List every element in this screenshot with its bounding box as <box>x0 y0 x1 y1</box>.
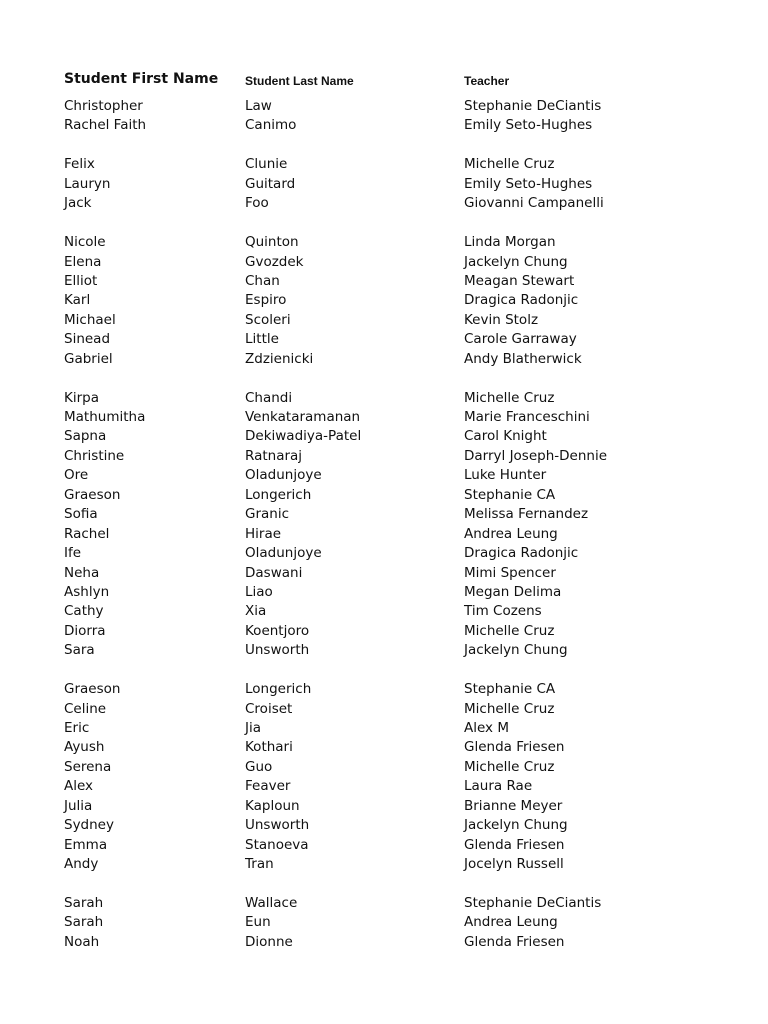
student-first-name: Elliot <box>64 272 98 289</box>
group-separator <box>0 661 768 680</box>
student-last-name: Eun <box>245 914 271 931</box>
student-first-name: Sydney <box>64 817 114 834</box>
table-header <box>0 70 768 90</box>
teacher-name: Giovanni Campanelli <box>464 195 604 212</box>
table-row <box>0 311 768 330</box>
table-row <box>0 738 768 757</box>
student-first-name: Alex <box>64 778 94 795</box>
student-first-name: Kirpa <box>64 389 99 406</box>
table-row <box>0 700 768 719</box>
student-last-name: Espiro <box>245 292 287 309</box>
teacher-name: Andrea Leung <box>464 914 558 931</box>
student-last-name: Oladunjoye <box>245 545 322 562</box>
student-last-name: Guo <box>245 758 273 775</box>
student-first-name: Christopher <box>64 98 143 114</box>
teacher-name: Megan Delima <box>464 583 562 600</box>
student-first-name: Michael <box>64 311 116 328</box>
teacher-name: Tim Cozens <box>464 603 542 620</box>
student-first-name: Sara <box>64 642 95 659</box>
table-row <box>0 777 768 796</box>
student-first-name: Neha <box>64 564 100 581</box>
student-first-name: Eric <box>64 720 90 736</box>
student-first-name: Karl <box>64 292 91 309</box>
table-row <box>0 797 768 816</box>
teacher-name: Stephanie DeCiantis <box>464 98 602 114</box>
student-first-name: Andy <box>64 856 99 873</box>
student-last-name: Foo <box>245 195 269 212</box>
student-first-name: Graeson <box>64 486 121 503</box>
table-row <box>0 97 768 116</box>
student-last-name: Longerich <box>245 486 312 503</box>
teacher-name: Michelle Cruz <box>464 156 555 173</box>
table-row <box>0 836 768 855</box>
student-last-name: Dionne <box>245 933 293 950</box>
teacher-name: Luke Hunter <box>464 467 547 484</box>
student-last-name: Ratnaraj <box>245 447 303 464</box>
student-first-name: Julia <box>64 797 93 814</box>
teacher-name: Stephanie CA <box>464 681 556 698</box>
table-row <box>0 525 768 544</box>
teacher-name: Melissa Fernandez <box>464 506 589 523</box>
student-first-name: Christine <box>64 447 125 464</box>
student-last-name: Longerich <box>245 681 312 698</box>
teacher-name: Jackelyn Chung <box>464 253 568 270</box>
student-first-name: Jack <box>64 195 92 212</box>
student-last-name: Tran <box>245 856 274 873</box>
student-last-name: Croiset <box>245 700 293 717</box>
student-first-name: Emma <box>64 836 108 853</box>
group-separator <box>0 369 768 388</box>
student-last-name: Canimo <box>245 117 297 134</box>
student-last-name: Stanoeva <box>245 836 309 853</box>
student-first-name: Elena <box>64 253 102 270</box>
student-first-name: Nicole <box>64 234 106 251</box>
student-last-name: Chan <box>245 272 280 289</box>
student-last-name: Kothari <box>245 739 293 756</box>
table-row <box>0 855 768 874</box>
header-last-name: Student Last Name <box>245 74 354 88</box>
student-last-name: Koentjoro <box>245 622 310 639</box>
student-last-name: Little <box>245 331 279 348</box>
student-last-name: Oladunjoye <box>245 467 322 484</box>
table-row <box>0 233 768 252</box>
student-first-name: Felix <box>64 156 95 173</box>
table-row <box>0 913 768 932</box>
student-first-name: Gabriel <box>64 350 113 367</box>
table-row <box>0 544 768 563</box>
student-list <box>0 97 768 952</box>
teacher-name: Dragica Radonjic <box>464 545 579 562</box>
table-row <box>0 641 768 660</box>
table-row <box>0 602 768 621</box>
teacher-name: Andy Blatherwick <box>464 350 582 367</box>
student-last-name: Wallace <box>245 894 298 911</box>
teacher-name: Jocelyn Russell <box>464 856 564 873</box>
student-last-name: Gvozdek <box>245 253 304 270</box>
teacher-name: Darryl Joseph-Dennie <box>464 447 608 464</box>
teacher-name: Kevin Stolz <box>464 311 539 328</box>
student-first-name: Sinead <box>64 331 111 348</box>
table-row <box>0 933 768 952</box>
student-first-name: Rachel Faith <box>64 117 147 134</box>
table-row <box>0 894 768 913</box>
student-last-name: Venkataramanan <box>245 409 361 425</box>
table-row <box>0 291 768 310</box>
table-row <box>0 680 768 699</box>
student-last-name: Hirae <box>245 525 282 542</box>
table-row <box>0 389 768 408</box>
table-row <box>0 564 768 583</box>
student-first-name: Graeson <box>64 681 121 698</box>
teacher-name: Carol Knight <box>464 428 547 445</box>
student-first-name: Ayush <box>64 739 105 756</box>
table-row <box>0 583 768 602</box>
student-last-name: Unsworth <box>245 642 310 659</box>
student-last-name: Feaver <box>245 778 291 795</box>
student-last-name: Scoleri <box>245 311 291 328</box>
student-last-name: Daswani <box>245 564 303 581</box>
student-last-name: Xia <box>245 603 267 620</box>
teacher-name: Alex M <box>464 720 509 736</box>
table-row <box>0 816 768 835</box>
student-first-name: Celine <box>64 700 107 717</box>
table-row <box>0 427 768 446</box>
student-first-name: Lauryn <box>64 175 111 192</box>
student-last-name: Jia <box>245 720 262 736</box>
teacher-name: Emily Seto-Hughes <box>464 175 593 192</box>
teacher-name: Michelle Cruz <box>464 389 555 406</box>
table-row <box>0 330 768 349</box>
teacher-name: Michelle Cruz <box>464 622 555 639</box>
table-row <box>0 272 768 291</box>
header-teacher: Teacher <box>464 74 510 88</box>
student-first-name: Sarah <box>64 894 104 911</box>
student-last-name: Law <box>245 98 272 114</box>
teacher-name: Jackelyn Chung <box>464 817 568 834</box>
table-row <box>0 155 768 174</box>
table-row <box>0 466 768 485</box>
student-first-name: Ore <box>64 467 89 484</box>
teacher-name: Stephanie CA <box>464 486 556 503</box>
table-row <box>0 350 768 369</box>
student-last-name: Guitard <box>245 175 296 192</box>
student-first-name: Rachel <box>64 525 110 542</box>
table-row <box>0 719 768 738</box>
teacher-name: Andrea Leung <box>464 525 558 542</box>
student-last-name: Dekiwadiya-Patel <box>245 428 362 445</box>
student-first-name: Mathumitha <box>64 409 146 425</box>
student-last-name: Quinton <box>245 234 299 251</box>
student-last-name: Zdzienicki <box>245 350 314 367</box>
table-row <box>0 622 768 641</box>
header-first-name: Student First Name <box>64 71 219 87</box>
student-first-name: Ashlyn <box>64 583 110 600</box>
student-last-name: Granic <box>245 506 290 523</box>
student-first-name: Ife <box>64 545 82 562</box>
teacher-name: Brianne Meyer <box>464 797 563 814</box>
teacher-name: Jackelyn Chung <box>464 642 568 659</box>
table-row <box>0 758 768 777</box>
group-separator <box>0 214 768 233</box>
student-first-name: Sarah <box>64 914 104 931</box>
teacher-name: Carole Garraway <box>464 331 577 348</box>
student-first-name: Cathy <box>64 603 104 620</box>
teacher-name: Glenda Friesen <box>464 933 565 950</box>
table-row <box>0 194 768 213</box>
student-first-name: Sofia <box>64 506 98 523</box>
student-last-name: Unsworth <box>245 817 310 834</box>
table-row <box>0 175 768 194</box>
teacher-name: Dragica Radonjic <box>464 292 579 309</box>
group-separator <box>0 136 768 155</box>
table-row <box>0 116 768 135</box>
student-first-name: Diorra <box>64 622 106 639</box>
teacher-name: Stephanie DeCiantis <box>464 894 602 911</box>
teacher-name: Michelle Cruz <box>464 700 555 717</box>
group-separator <box>0 875 768 894</box>
student-first-name: Sapna <box>64 428 107 445</box>
teacher-name: Marie Franceschini <box>464 409 590 425</box>
teacher-name: Glenda Friesen <box>464 739 565 756</box>
table-row <box>0 447 768 466</box>
student-last-name: Clunie <box>245 156 288 173</box>
student-last-name: Kaploun <box>245 797 300 814</box>
student-first-name: Noah <box>64 933 100 950</box>
table-row <box>0 486 768 505</box>
table-row <box>0 505 768 524</box>
student-last-name: Liao <box>245 583 273 600</box>
student-first-name: Serena <box>64 758 112 775</box>
teacher-name: Linda Morgan <box>464 234 556 251</box>
teacher-name: Glenda Friesen <box>464 836 565 853</box>
table-row <box>0 253 768 272</box>
student-last-name: Chandi <box>245 389 293 406</box>
teacher-name: Emily Seto-Hughes <box>464 117 593 134</box>
teacher-name: Michelle Cruz <box>464 758 555 775</box>
table-row <box>0 408 768 427</box>
teacher-name: Mimi Spencer <box>464 564 556 581</box>
teacher-name: Laura Rae <box>464 778 533 795</box>
teacher-name: Meagan Stewart <box>464 272 575 289</box>
